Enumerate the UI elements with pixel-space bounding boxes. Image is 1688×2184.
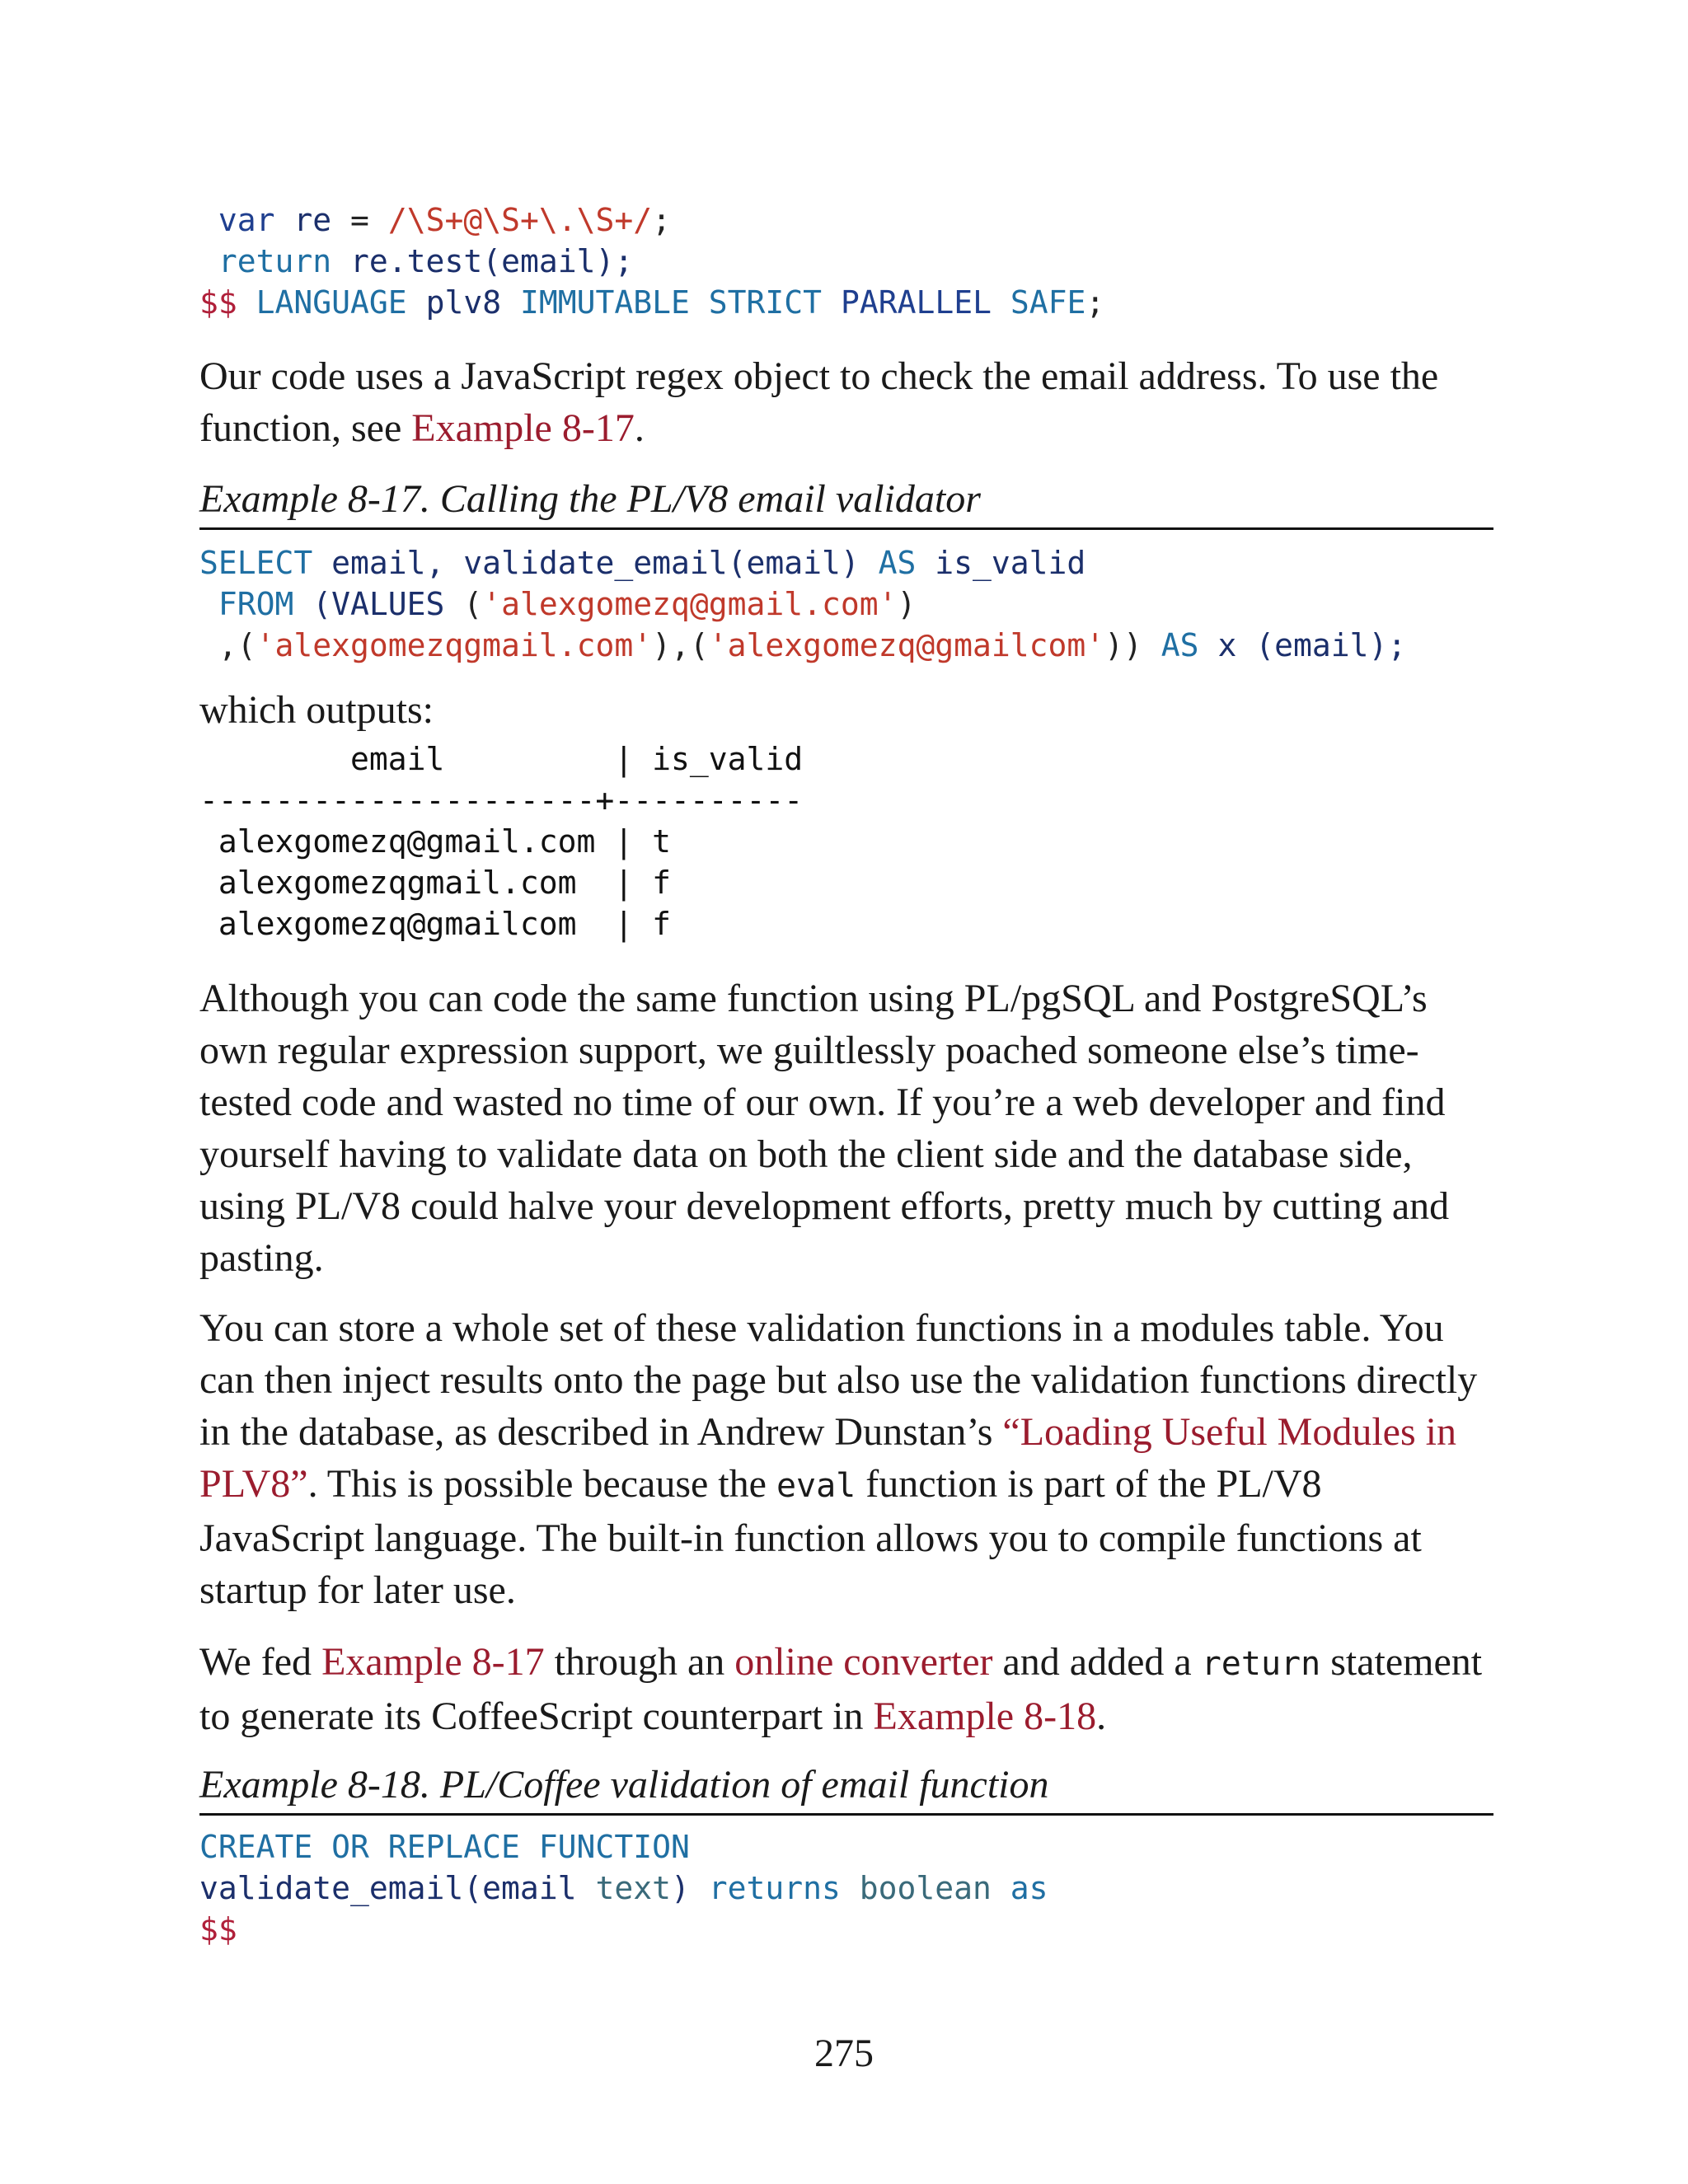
output-header: email | is_valid (199, 741, 804, 777)
paragraph-plpgsql-comparison: Although you can code the same function using PL/pgSQL and PostgreSQL’s own regular expression support, we guiltlessly poached someone else’s time-tested code and wasted no time of our own. If you’re a web developer and find yourself having to validate data on both the client side and the database side, using PL/V8 could halve your development efforts, pretty much by cutting and pasting. (199, 977, 1450, 1280)
link-example-8-17[interactable]: Example 8-17 (411, 406, 635, 450)
paragraph-regex-intro: Our code uses a JavaScript regex object to check the email address. To use the function, see Example 8-17. (199, 354, 1439, 450)
code-dollar-quote: $$ (199, 284, 237, 321)
page-number: 275 (814, 2032, 874, 2075)
code-block-example-8-17: SELECT email, validate_email(email) AS is_valid FROM (VALUES ('alexgomezq@gmail.com') ,('alexgomezqgmail.com'),('alexgomezq@gmailcom')) AS x (email); (199, 545, 1407, 663)
example-8-17-title: Example 8-17. Calling the PL/V8 email validator (199, 475, 1493, 530)
link-online-converter[interactable]: online converter (734, 1640, 993, 1684)
code-regex: /\S+@\S+\.\S+/ (387, 202, 653, 238)
code-block-top: var re = /\S+@\S+\.\S+/; return re.test(email); $$ LANGUAGE plv8 IMMUTABLE STRICT PARALLEL SAFE; (199, 202, 1105, 321)
link-example-8-17-second[interactable]: Example 8-17 (321, 1640, 545, 1684)
output-row: alexgomezqgmail.com | f (199, 865, 671, 901)
query-output-table (199, 738, 803, 944)
example-8-18-title: Example 8-18. PL/Coffee validation of email function (199, 1760, 1493, 1816)
link-loading-useful-modules[interactable]: “Loading Useful Modules in PLV8” (199, 1410, 1456, 1506)
inline-code-eval: eval (776, 1467, 856, 1505)
code-block-example-8-18: CREATE OR REPLACE FUNCTION validate_email(email text) returns boolean as $$ (199, 1829, 1048, 1947)
code-dollar-quote: $$ (199, 1911, 237, 1947)
output-row: alexgomezq@gmailcom | f (199, 906, 671, 942)
output-row: alexgomezq@gmail.com | t (199, 823, 671, 860)
paragraph-modules-table: You can store a whole set of these validation functions in a modules table. You can then inject results onto the page but also use the validation functions directly in the database, as described in Andrew Dunstan’s “Loading Useful Modules in PLV8”. This is possible because the eval function is part of the PL/V8 JavaScript language. The built-in function allows you to compile functions at startup for later use. (199, 1306, 1478, 1612)
which-outputs-label: which outputs: (199, 688, 434, 732)
code-keyword-var: var (218, 202, 275, 238)
code-keyword-return: return (218, 243, 332, 279)
link-example-8-18[interactable]: Example 8-18 (873, 1694, 1097, 1738)
inline-code-return: return (1201, 1645, 1321, 1683)
paragraph-coffeescript: We fed Example 8-17 through an online converter and added a return statement to generate its CoffeeScript counterpart in Example 8-18. (199, 1640, 1483, 1738)
output-separator: ---------------------+---------- (199, 782, 804, 818)
